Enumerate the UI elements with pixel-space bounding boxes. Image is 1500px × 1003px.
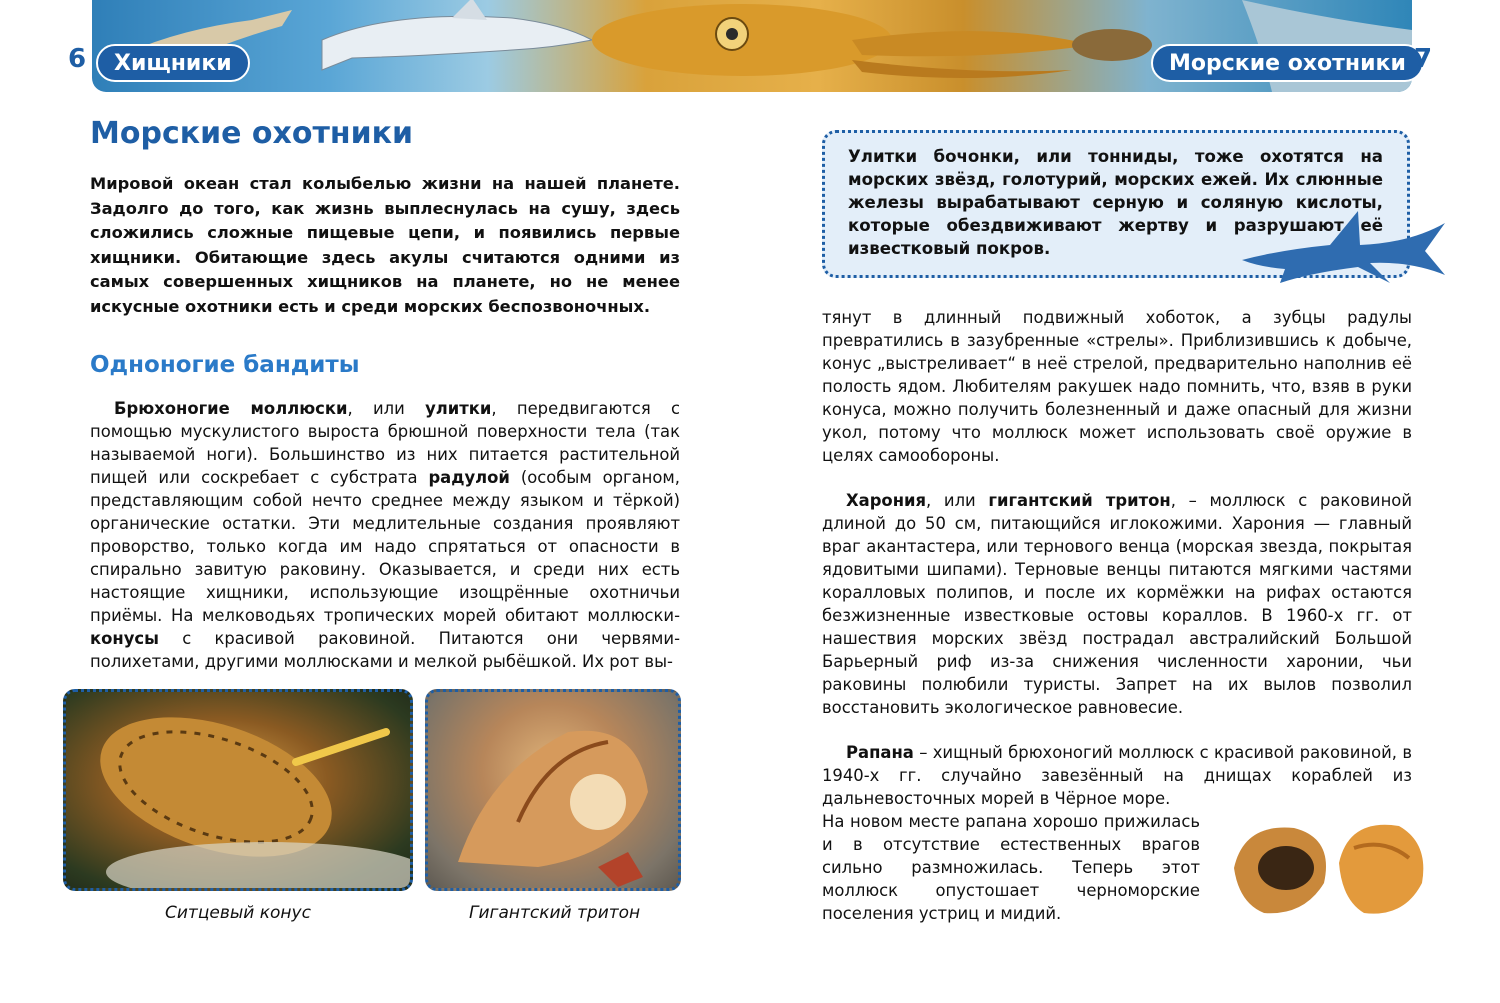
- term-cones: конусы: [90, 629, 159, 648]
- giant-triton-photo: [425, 689, 681, 891]
- right-page-number: 7: [1414, 44, 1433, 74]
- shark-silhouette-icon: [1240, 205, 1450, 295]
- page-title: Морские охотники: [90, 116, 413, 151]
- term-giant-triton: гигантский тритон: [988, 491, 1171, 510]
- lead-paragraph: Мировой океан стал колыбелью жизни на нашей планете. Задолго до того, как жизнь выплеснулась на сушу, здесь сложились сложные пищевые цепи, и появились первые хищники. Обитающие здесь акулы считаются одними из самых совершенных хищников на планете, но не менее искусные охотники есть и среди морских беспозвоночных.: [90, 174, 680, 316]
- callout-text: Улитки бочонки, или тонниды, тоже охотятся на морских звёзд, голотурий, морских ежей. Их слюнные железы вырабатывают серную и соляную кислоты, которые обездвиживают жертву и разрушают её известковый покров.: [848, 147, 1383, 258]
- term-charonia: Харония: [846, 491, 927, 510]
- term-snails: улитки: [425, 399, 492, 418]
- section-heading: Одноногие бандиты: [90, 352, 360, 378]
- rapana-shells-image: [1224, 808, 1434, 923]
- term-gastropods: Брюхоногие моллюски: [114, 399, 348, 418]
- textile-cone-photo: [63, 689, 413, 891]
- left-section-tab: Хищники: [96, 44, 250, 82]
- right-section-tab: Морские охотники: [1151, 44, 1424, 82]
- left-page-number: 6: [68, 44, 87, 74]
- small-fish-shape: [1072, 29, 1152, 61]
- rapana-paragraph: Рапана – хищный брюхоногий моллюск с красивой раковиной, в 1940-х гг. случайно завезённый на днищах кораблей из дальневосточных морей в Чёрное море. На новом месте рапана хорошо прижилась и в отсутствие естественных врагов сильно размножилась. Теперь этот моллюск опустошает черноморские поселения устриц и мидий.: [822, 743, 1412, 923]
- shark-shape: [322, 16, 592, 70]
- shark-fin-shape: [452, 0, 487, 20]
- charonia-paragraph: Харония, или гигантский тритон, – моллюск с раковиной длиной до 50 см, питающийся иглокожими. Харония — главный враг акантастера, или тернового венца (морская звезда, покрытая ядовитыми шипами). Терновые венцы питаются мягкими частями коралловых полипов, и после их кормёжки на рифах остаются безжизненные известковые остовы кораллов. В 1960-х гг. от нашествия морских звёзд пострадал австралийский Большой Барьерный риф из-за снижения численности харонии, чьи раковины полюбили туристы. Запрет на их вылов позволил восстановить экологическое равновесие.: [822, 491, 1412, 717]
- gastropods-paragraph: Брюхоногие моллюски, или улитки, передвигаются с помощью мускулистого выроста брюшной поверхности тела (так называемой ноги). Большинство из них питается растительной пищей или соскребает с субстрата радулой (особым органом, представляющим собой нечто среднее между языком и тёркой) органические остатки. Эти медлительные создания проявляют проворство, только когда им надо спрятаться от опасности в спирально завитую раковину. Оказывается, и среди них есть настоящие хищники, использующие изощрённые охотничьи приёмы. На мелководьях тропических морей обитают моллюски-конусы с красивой раковиной. Питаются они червями-полихетами, другими моллюсками и мелкой рыбёшкой. Их рот вы-: [90, 399, 680, 671]
- cone-continuation-paragraph: тянут в длинный подвижный хоботок, а зубцы радулы превратились в зазубренные «стрелы». Приблизившись к добыче, конус „выстреливает“ в неё стрелой, предварительно наполнив её полость ядом. Любителям ракушек надо помнить, что, взяв в руки конуса, можно получить болезненный и даже опасный для жизни укол, потому что моллюск может использовать своё оружие в целях самообороны.: [822, 308, 1412, 465]
- photo-caption: Гигантский тритон: [469, 903, 641, 923]
- term-radula: радулой: [428, 468, 510, 487]
- photo-caption: Ситцевый конус: [165, 903, 311, 923]
- term-rapana: Рапана: [846, 743, 914, 762]
